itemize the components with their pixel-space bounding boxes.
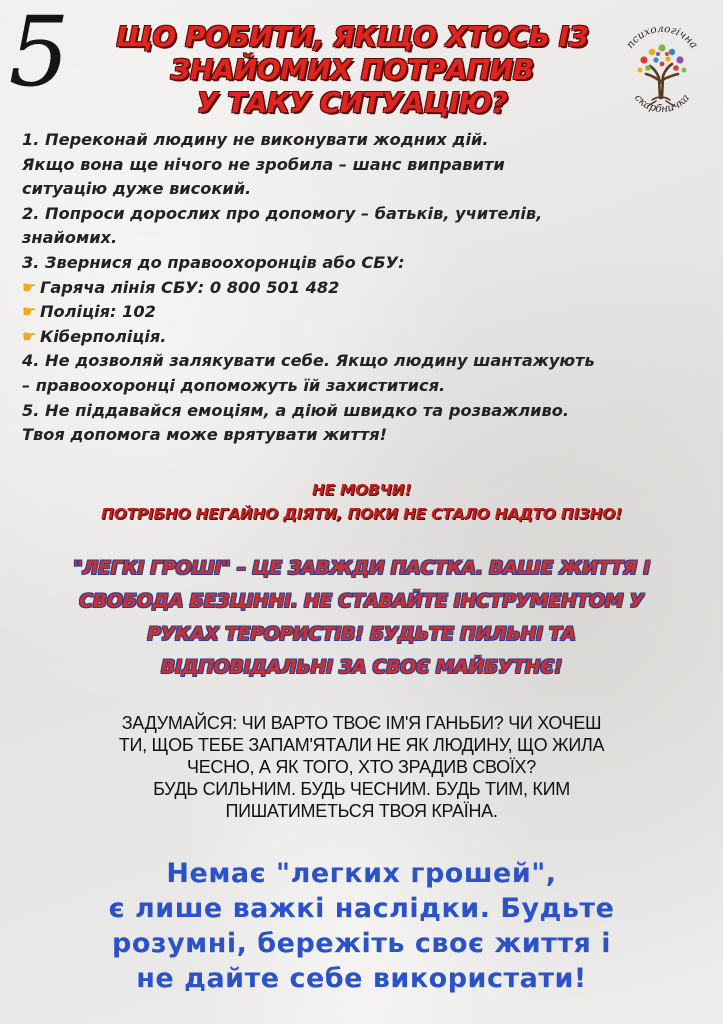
- think-line: ПИШАТИМЕТЬСЯ ТВОЯ КРАЇНА.: [225, 801, 498, 821]
- step-text: ситуацію дуже високий.: [22, 179, 252, 199]
- warning-line: НЕ МОВЧИ!: [311, 481, 412, 499]
- steps-list: [22, 128, 722, 448]
- warning-line: ПОТРІБНО НЕГАЙНО ДІЯТИ, ПОКИ НЕ СТАЛО НАДТО ПІЗНО!: [101, 505, 622, 523]
- step-line: [22, 374, 722, 399]
- think-line: ЧЕСНО, А ЯК ТОГО, ХТО ЗРАДИВ СВОЇХ?: [187, 757, 536, 777]
- step-line: [22, 153, 722, 178]
- think-line: БУДЬ СИЛЬНИМ. БУДЬ ЧЕСНИМ. БУДЬ ТИМ, КИМ: [153, 779, 570, 799]
- step-line: [22, 276, 722, 301]
- final-line: розумні, бережіть своє життя і: [112, 928, 611, 959]
- step-text: Якщо вона ще нічого не зробила – шанс виправити: [22, 154, 505, 174]
- easy-money-line: ВІДПОВІДАЛЬНІ ЗА СВОЄ МАЙБУТНЄ!: [160, 656, 563, 678]
- step-line: [22, 423, 722, 448]
- step-line: [22, 202, 722, 227]
- final-line: Немає "легких грошей",: [166, 858, 557, 889]
- logo-top-text: психологічна: [624, 22, 700, 51]
- think-block: [10, 712, 713, 822]
- step-line: [22, 325, 722, 350]
- pointing-hand-icon: ☛: [22, 277, 37, 297]
- step-text: 2. Попроси дорослих про допомогу – батьків, учителів,: [22, 203, 543, 223]
- step-text: 5. Не піддавайся емоціям, а дiюй швидко та розважливо.: [22, 400, 569, 420]
- title-line: ЩО РОБИТИ, ЯКЩО ХТОСЬ ІЗ: [115, 20, 589, 53]
- easy-money-line: РУКАХ ТЕРОРИСТІВ! БУДЬТЕ ПИЛЬНІ ТА: [147, 623, 576, 645]
- step-line: [22, 226, 722, 251]
- easy-money-block: [10, 552, 713, 684]
- title-line: ЗНАЙОМИХ ПОТРАПИВ: [170, 53, 534, 86]
- step-text: знайомих.: [22, 228, 118, 248]
- step-line: [22, 128, 722, 153]
- step-text: 3. Звернися до правоохоронців або СБУ:: [22, 252, 405, 272]
- warning-block: [10, 478, 713, 526]
- page-title: [92, 20, 612, 119]
- step-line: [22, 300, 722, 325]
- logo: [612, 16, 712, 122]
- step-line: [22, 177, 722, 202]
- step-line: [22, 251, 722, 276]
- easy-money-line: "ЛЕГКІ ГРОШІ" – ЦЕ ЗАВЖДИ ПАСТКА. ВАШЕ ЖИТТЯ І: [73, 557, 650, 579]
- section-number: 5: [8, 0, 70, 108]
- step-text: 4. Не дозволяй залякувати себе. Якщо людину шантажують: [22, 351, 595, 371]
- think-line: ТИ, ЩОБ ТЕБЕ ЗАПАМ'ЯТАЛИ НЕ ЯК ЛЮДИНУ, ЩО ЖИЛА: [118, 735, 605, 755]
- logo-bottom-text: скарбничка: [632, 92, 693, 116]
- pointing-hand-icon: ☛: [22, 326, 37, 346]
- pointing-hand-icon: ☛: [22, 302, 37, 322]
- final-line: не дайте себе використати!: [136, 963, 587, 994]
- title-line: У ТАКУ СИТУАЦІЮ?: [196, 86, 508, 119]
- final-line: є лише важкі наслідки. Будьте: [108, 893, 615, 924]
- step-line: [22, 399, 722, 424]
- step-text: – правоохоронці допоможуть їй захиститися.: [22, 375, 446, 395]
- easy-money-line: СВОБОДА БЕЗЦІННІ. НЕ СТАВАЙТЕ ІНСТРУМЕНТОМ У: [79, 590, 644, 612]
- step-text: Поліція: 102: [40, 302, 156, 322]
- step-text: 1. Переконай людину не виконувати жодних дій.: [22, 130, 489, 149]
- step-text: Гаряча лінія СБУ: 0 800 501 482: [40, 277, 340, 297]
- step-text: Твоя допомога може врятувати життя!: [22, 425, 388, 445]
- think-line: ЗАДУМАЙСЯ: ЧИ ВАРТО ТВОЄ ІМ'Я ГАНЬБИ? ЧИ ХОЧЕШ: [121, 713, 602, 733]
- step-text: Кіберполіція.: [40, 326, 167, 346]
- step-line: [22, 349, 722, 374]
- final-message: [6, 856, 717, 996]
